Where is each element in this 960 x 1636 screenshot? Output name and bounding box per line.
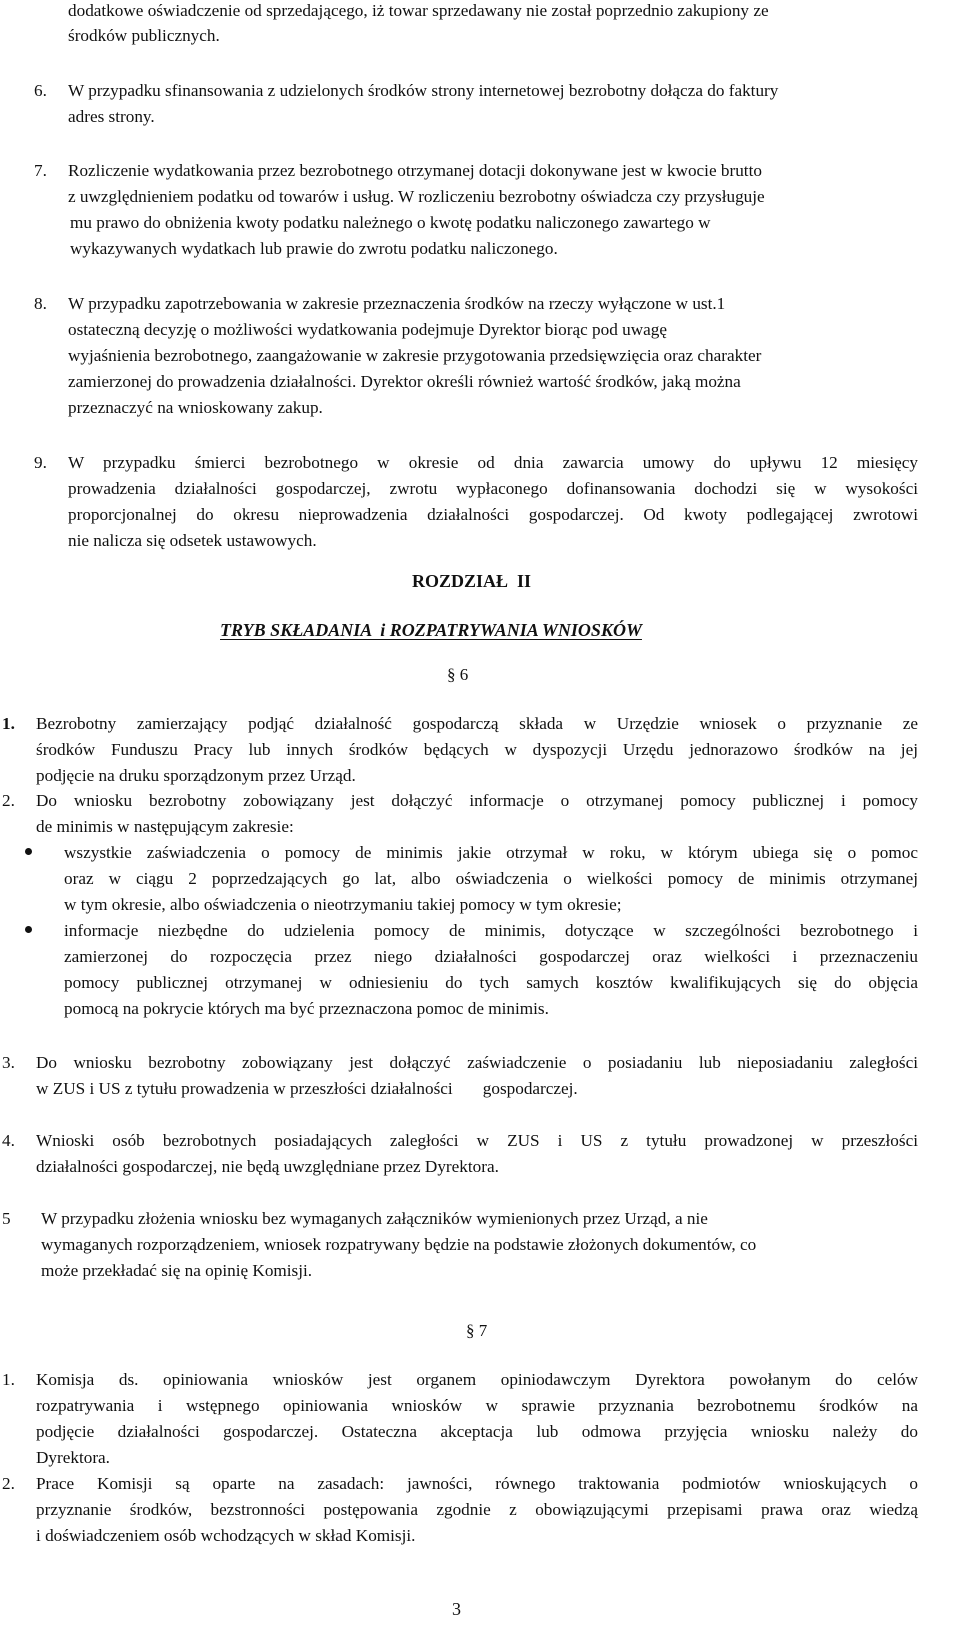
text-line: w tym okresie, albo oświadczenia o nieotrzymaniu takiej pomocy w tym okresie; [64,895,622,914]
text-line: może przekładać się na opinię Komisji. [41,1261,313,1280]
text-line: dodatkowe oświadczenie od sprzedającego, iż towar sprzedawany nie został poprzednio zakupiony ze [68,1,769,20]
text-line: de minimis w następującym zakresie: [36,817,294,836]
section-mark: § 7 [466,1321,488,1340]
text-line: adres strony. [68,107,155,126]
text-line: prowadzenia działalności gospodarczej, zwrotu wypłaconego dofinansowania dochodzi się w wysokości [68,479,918,498]
text-line: wszystkie zaświadczenia o pomocy de minimis jakie otrzymał w roku, w którym ubiega się o pomoc [64,843,918,862]
text-line: Prace Komisji są oparte na zasadach: jawności, równego traktowania podmiotów wnioskujących o [36,1474,918,1493]
text-line: Dyrektora. [36,1448,110,1467]
text-line: pomocą na pokrycie których ma być przeznaczona pomoc de minimis. [64,999,549,1018]
item-number: 6. [34,81,47,100]
item-number: 5 [2,1209,11,1228]
item-number: 1. [2,1370,15,1389]
item-number: 9. [34,453,47,472]
text-line: W przypadku śmierci bezrobotnego w okresie od dnia zawarcia umowy do upływu 12 miesięcy [68,453,918,472]
item-number: 1. [2,714,15,733]
item-number: 2. [2,1474,15,1493]
bullet-icon [25,926,32,933]
text-line: zamierzonej do prowadzenia działalności. Dyrektor określi również wartość środków, jaką można [68,372,741,391]
text-line: Do wniosku bezrobotny zobowiązany jest dołączyć zaświadczenie o posiadaniu lub nieposiadaniu zaległości [36,1053,918,1072]
chapter-subtitle: TRYB SKŁADANIA i ROZPATRYWANIA WNIOSKÓW [220,620,642,640]
item-number: 2. [2,791,15,810]
text-line: w ZUS i US z tytułu prowadzenia w przeszłości działalności gospodarczej. [36,1079,578,1098]
text-line: wymaganych rozporządzeniem, wniosek rozpatrywany będzie na podstawie złożonych dokumentów, co [41,1235,757,1254]
text-line: podjęcie działalności gospodarczej. Ostateczna akceptacja lub odmowa przyjęcia wniosku należy do [36,1422,918,1441]
text-line: działalności gospodarczej, nie będą uwzględniane przez Dyrektora. [36,1157,499,1176]
text-line: W przypadku złożenia wniosku bez wymaganych załączników wymienionych przez Urząd, a nie [41,1209,708,1228]
text-line: nie nalicza się odsetek ustawowych. [68,531,317,550]
item-number: 4. [2,1131,15,1150]
text-line: Bezrobotny zamierzający podjąć działalność gospodarczą składa w Urzędzie wniosek o przyznanie ze [36,714,918,733]
text-line: z uwzględnieniem podatku od towarów i usług. W rozliczeniu bezrobotny oświadcza czy przysługuje [68,187,765,206]
item-number: 8. [34,294,47,313]
text-line: wykazywanych wydatkach lub prawie do zwrotu podatku naliczonego. [70,239,558,258]
text-line: mu prawo do obniżenia kwoty podatku należnego o kwotę podatku naliczonego zawartego w [70,213,711,232]
text-line: przeznaczyć na wnioskowany zakup. [68,398,323,417]
text-line: środków Funduszu Pracy lub innych środków będących w dyspozycji Urzędu jednorazowo środków na jej [36,740,918,759]
chapter-title: ROZDZIAŁ II [412,571,532,591]
text-line: Wnioski osób bezrobotnych posiadających zaległości w ZUS i US z tytułu prowadzonej w przeszłości [36,1131,918,1150]
text-line: rozpatrywania i wstępnego opiniowania wniosków w sprawie przyznania bezrobotnemu środków na [36,1396,918,1415]
text-line: Rozliczenie wydatkowania przez bezrobotnego otrzymanej dotacji dokonywane jest w kwocie brutto [68,161,762,180]
section-mark: § 6 [447,665,469,684]
page-number: 3 [452,1599,461,1619]
text-line: W przypadku zapotrzebowania w zakresie przeznaczenia środków na rzeczy wyłączone w ust.1 [68,294,726,313]
text-line: oraz w ciągu 2 poprzedzających go lat, albo oświadczenia o wielkości pomocy de minimis otrzymanej [64,869,918,888]
text-line: proporcjonalnej do okresu nieprowadzenia działalności gospodarczej. Od kwoty podlegającej zwrotowi [68,505,918,524]
text-line: ostateczną decyzję o możliwości wydatkowania podejmuje Dyrektor biorąc pod uwagę [68,320,667,339]
text-line: środków publicznych. [68,26,220,45]
item-number: 3. [2,1053,15,1072]
text-line: Komisja ds. opiniowania wniosków jest organem opiniodawczym Dyrektora powołanym do celów [36,1370,918,1389]
text-line: informacje niezbędne do udzielenia pomocy de minimis, dotyczące w szczególności bezrobotnego i [64,921,918,940]
text-line: W przypadku sfinansowania z udzielonych środków strony internetowej bezrobotny dołącza do faktury [68,81,779,100]
item-number: 7. [34,161,47,180]
text-line: zamierzonej do rozpoczęcia przez niego działalności gospodarczej oraz wielkości i przeznaczeniu [64,947,918,966]
text-line: i doświadczeniem osób wchodzących w skład Komisji. [36,1526,416,1545]
text-line: wyjaśnienia bezrobotnego, zaangażowanie w zakresie przygotowania przedsięwzięcia oraz charakter [68,346,762,365]
bullet-icon [25,848,32,855]
text-line: podjęcie na druku sporządzonym przez Urząd. [36,766,356,785]
text-line: pomocy publicznej otrzymanej w odniesieniu do tych samych kosztów kwalifikujących się do objęcia [64,973,918,992]
text-line: Do wniosku bezrobotny zobowiązany jest dołączyć informacje o otrzymanej pomocy publicznej i pomocy [36,791,918,810]
text-line: przyznanie środków, bezstronności postępowania zgodnie z obowiązującymi przepisami prawa oraz wiedzą [36,1500,918,1519]
